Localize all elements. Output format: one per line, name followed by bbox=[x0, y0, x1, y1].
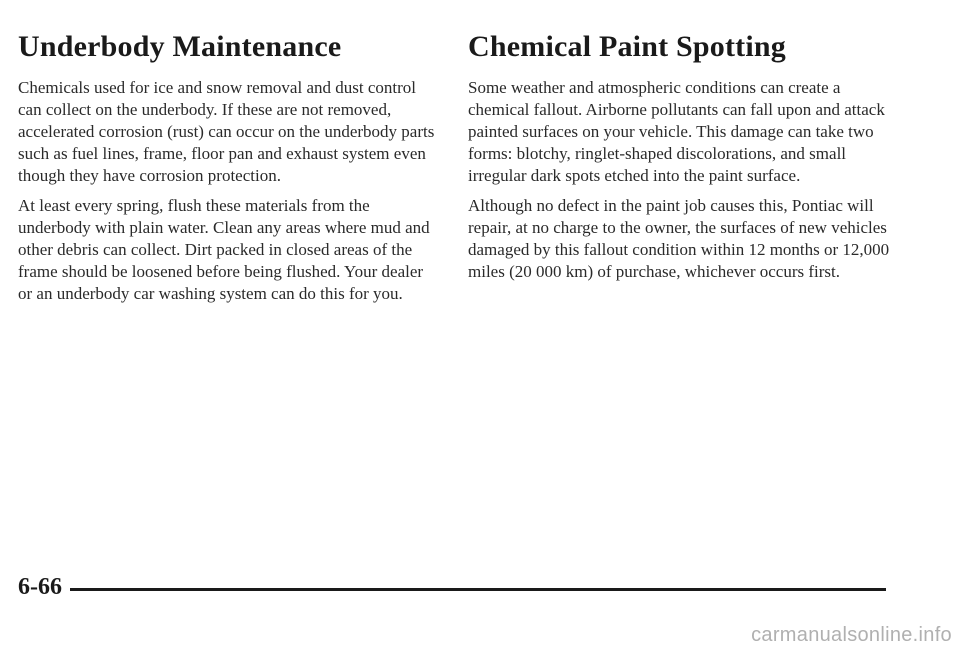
site-watermark: carmanualsonline.info bbox=[751, 624, 952, 646]
section-heading: Underbody Maintenance bbox=[18, 30, 342, 63]
underbody-maintenance-section bbox=[18, 30, 438, 313]
paragraph: Some weather and atmospheric conditions can create a chemical fallout. Airborne pollutants can fall upon and attack painted surfaces on your vehicle. This damage can take two forms: blotchy, ringlet-shaped discolorations, and small irregular dark spots etched into the paint surface. bbox=[468, 78, 885, 185]
page-number: 6-66 bbox=[18, 573, 62, 600]
chemical-paint-spotting-section bbox=[468, 30, 893, 291]
paragraph: Although no defect in the paint job causes this, Pontiac will repair, at no charge to the owner, the surfaces of new vehicles damaged by this fallout condition within 12 months or 12,000 miles (20 000 km) of purchase, whichever occurs first. bbox=[468, 196, 890, 281]
paragraph: At least every spring, flush these materials from the underbody with plain water. Clean any areas where mud and other debris can collect. Dirt packed in closed areas of the frame should be loosened before being flushed. Your dealer or an underbody car washing system can do this for you. bbox=[18, 196, 430, 303]
page-footer bbox=[18, 572, 886, 602]
footer-rule bbox=[70, 588, 886, 591]
section-heading: Chemical Paint Spotting bbox=[468, 30, 786, 63]
paragraph: Chemicals used for ice and snow removal and dust control can collect on the underbody. If these are not removed, accelerated corrosion (rust) can occur on the underbody parts such as fuel lines, frame, floor pan and exhaust system even though they have corrosion protection. bbox=[18, 78, 435, 185]
